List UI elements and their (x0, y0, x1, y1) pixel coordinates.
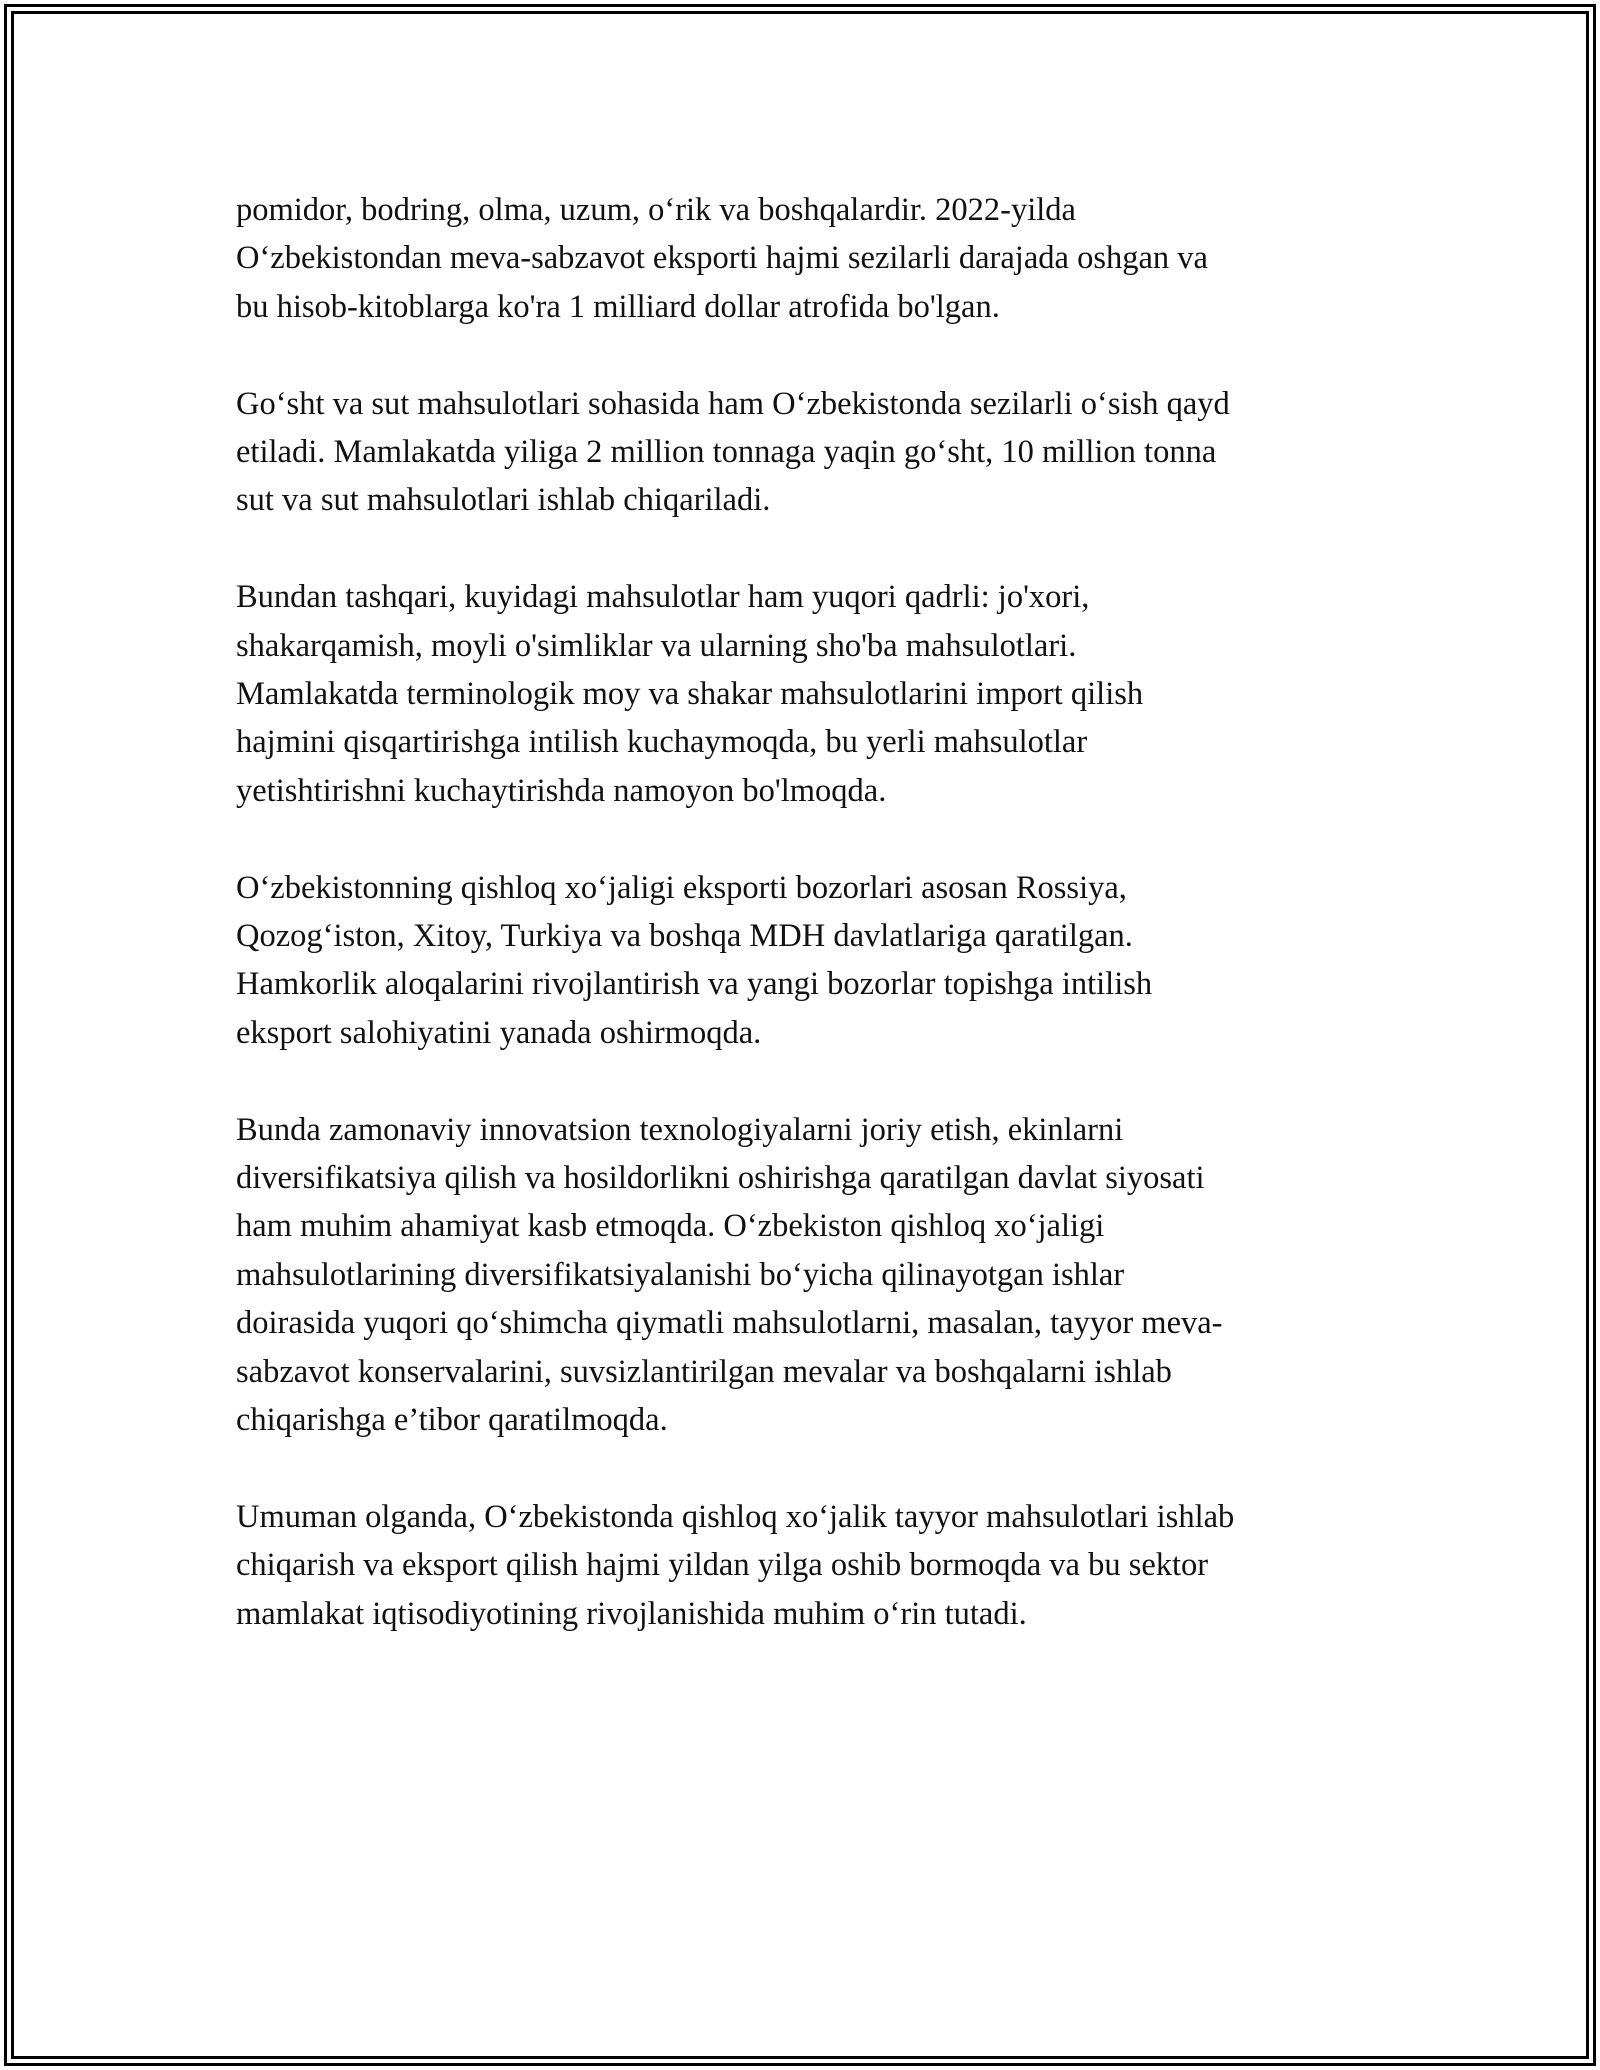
paragraph-export-markets: O‘zbekistonning qishloq xo‘jaligi eksporti bozorlari asosan Rossiya, Qozog‘iston, Xitoy, Turkiya va boshqa MDH davlatlariga qaratilgan. Hamkorlik aloqalarini rivojlantirish va yangi bozorlar topishga intilish eksport salohiyatini yanada oshirmoqda. (236, 869, 1153, 1051)
paragraph-fruit-vegetable-export: pomidor, bodring, olma, uzum, o‘rik va boshqalardir. 2022-yilda O‘zbekistondan meva-sabzavot eksporti hajmi sezilarli darajada oshgan va bu hisob-kitoblarga ko'ra 1 milliard dollar atrofida bo'lgan. (236, 192, 1208, 325)
paragraph-meat-dairy: Go‘sht va sut mahsulotlari sohasida ham O‘zbekistonda sezilarli o‘sish qayd etiladi. Mamlakatda yiliga 2 million tonnaga yaqin go‘sht, 10 million tonna sut va sut mahsulotlari ishlab chiqariladi. (236, 385, 1230, 519)
document-body (236, 186, 1366, 1687)
paragraph-conclusion: Umuman olganda, O‘zbekistonda qishloq xo‘jalik tayyor mahsulotlari ishlab chiqarish va eksport qilish hajmi yildan yilga oshib bormoqda va bu sektor mamlakat iqtisodiyotining rivojlanishida muhim o‘rin tutadi. (236, 1498, 1235, 1632)
paragraph-other-products: Bundan tashqari, kuyidagi mahsulotlar ham yuqori qadrli: jo'xori, shakarqamish, moyli o'simliklar va ularning sho'ba mahsulotlari. Mamlakatda terminologik moy va shakar mahsulotlarini import qilish hajmini qisqartirishga intilish kuchaymoqda, bu yerli mahsulotlar yetishtirishni kuchaytirishda namoyon bo'lmoqda. (236, 579, 1144, 809)
paragraph-innovation-policy: Bunda zamonaviy innovatsion texnologiyalarni joriy etish, ekinlarni diversifikatsiya qilish va hosildorlikni oshirishga qaratilgan davlat siyosati ham muhim ahamiyat kasb etmoqda. O‘zbekiston qishloq xo‘jaligi mahsulotlarining diversifikatsiyalanishi bo‘yicha qilinayotgan ishlar doirasida yuqori qo‘shimcha qiymatli mahsulotlarni, masalan, tayyor meva- sabzavot konservalarini, suvsizlantirilgan mevalar va boshqalarni ishlab chiqarishga e’tibor qaratilmoqda. (236, 1111, 1223, 1439)
